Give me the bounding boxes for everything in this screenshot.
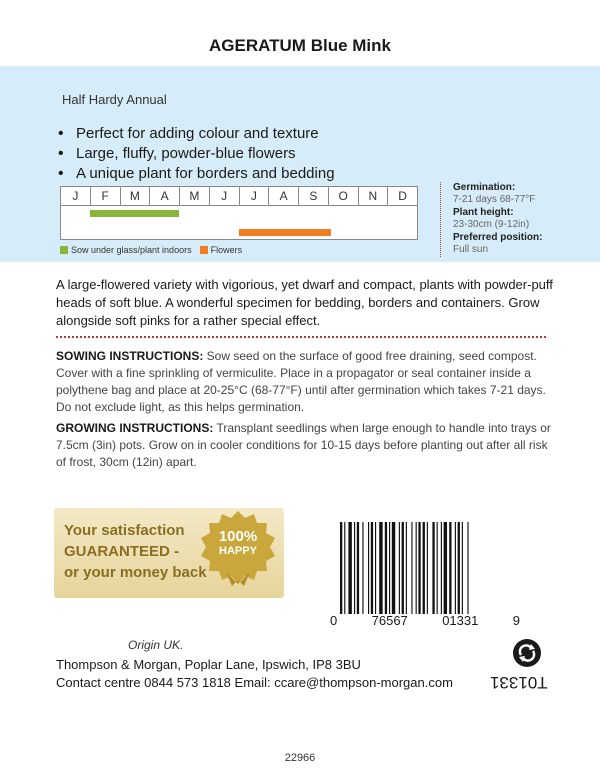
sow-swatch-icon: [60, 246, 68, 254]
barcode-bar: [340, 522, 342, 614]
barcode-bar: [402, 522, 404, 614]
legend-sow-label: Sow under glass/plant indoors: [71, 245, 192, 255]
calendar-months: [61, 187, 417, 206]
position-value: Full sun: [453, 244, 489, 255]
barcode-bar: [437, 522, 438, 614]
barcode-bar: [357, 522, 359, 614]
recycle-icon: [512, 638, 542, 668]
growing-text: Transplant seedlings when large enough to handle into trays or 7.5cm (3in) pots. Grow on in cooler conditions for 10-15 days before planting out after all risk of frost, 30cm (12in) apart.: [56, 421, 551, 469]
feature-item: • Large, fluffy, powder-blue flowers: [56, 144, 335, 164]
sowing-calendar: [60, 186, 418, 240]
barcode-digit-group: 76567: [371, 613, 408, 628]
barcode-bar: [467, 522, 468, 614]
barcode-bar: [385, 522, 387, 614]
seal-happy: HAPPY: [219, 545, 257, 557]
month-cell: M: [121, 187, 151, 205]
month-cell: M: [180, 187, 210, 205]
barcode-bar: [399, 522, 400, 614]
legend-flowers-label: Flowers: [210, 245, 243, 255]
germination-value: 7-21 days 68-77°F: [453, 194, 536, 205]
month-cell: D: [398, 189, 407, 203]
barcode-bar: [379, 522, 382, 614]
barcode-bar: [462, 522, 463, 614]
growing-instructions: [56, 420, 556, 471]
sowing-text: Sow seed on the surface of good free draining, seed compost. Cover with a fine sprinkling of vermiculite. Place in a propagator or seal container inside a polythene bag and place at 20-25°C (68-77°F) until after germination which takes 7-21 days. Do not exclude light, as this helps germination.: [56, 349, 546, 414]
barcode-bar: [348, 522, 351, 614]
plant-type: Half Hardy Annual: [62, 92, 167, 107]
sow-period-bar: [90, 210, 179, 217]
guarantee-line: or your money back: [64, 564, 207, 581]
contact-line: Contact centre 0844 573 1818 Email: ccare@thompson-morgan.com: [56, 675, 453, 690]
sowing-heading: SOWING INSTRUCTIONS:: [56, 349, 204, 363]
barcode-bar: [423, 522, 425, 614]
month-cell: S: [299, 187, 329, 205]
product-code: T01331: [490, 673, 548, 692]
seal-text: [212, 530, 264, 558]
month-cell: F: [91, 187, 121, 205]
sowing-instructions: [56, 348, 556, 416]
barcode-bar: [455, 522, 456, 614]
month-cell: A: [269, 187, 299, 205]
barcode-bar: [389, 522, 390, 614]
guarantee-line: Your satisfaction: [64, 522, 185, 539]
calendar-legend: [60, 245, 242, 255]
barcode-bar: [344, 522, 345, 614]
barcode-bar: [362, 522, 363, 614]
divider: [56, 336, 546, 338]
barcode-bar: [432, 522, 434, 614]
feature-item: • A unique plant for borders and bedding: [56, 164, 335, 184]
growing-heading: GROWING INSTRUCTIONS:: [56, 421, 214, 435]
product-description: A large-flowered variety with vigorious, yet dwarf and compact, plants with powder-puff heads of soft blue. A wonderful specimen for bedding, borders and containers. Grow alongside soft pinks for a rather special effect.: [56, 277, 553, 328]
barcode-digits: [330, 613, 520, 628]
barcode-bar: [375, 522, 376, 614]
seal-percent: 100%: [218, 528, 258, 545]
month-cell: J: [61, 187, 91, 205]
guarantee-line: GUARANTEED -: [64, 543, 179, 560]
height-label: Plant height:: [453, 207, 514, 218]
feature-list: [56, 124, 335, 184]
product-title: AGERATUM Blue Mink: [209, 36, 391, 55]
barcode-bar: [427, 522, 428, 614]
height-value: 23-30cm (9-12in): [453, 219, 530, 230]
feature-item: • Perfect for adding colour and texture: [56, 124, 335, 144]
barcode-bar: [411, 522, 412, 614]
month-cell: N: [359, 187, 389, 205]
barcode-bar: [416, 522, 417, 614]
address-line: Thompson & Morgan, Poplar Lane, Ipswich, IP8 3BU: [56, 657, 361, 672]
barcode-bar: [354, 522, 355, 614]
barcode-bar: [449, 522, 451, 614]
germination-label: Germination:: [453, 182, 516, 193]
flower-swatch-icon: [200, 246, 208, 254]
month-cell: J: [210, 187, 240, 205]
month-cell: J: [240, 187, 270, 205]
barcode-bar: [418, 522, 420, 614]
flowering-period-bar: [239, 229, 331, 236]
barcode-bar: [458, 522, 460, 614]
barcode-digit-group: 9: [512, 613, 520, 628]
print-number: 22966: [284, 752, 316, 764]
barcode-icon: [340, 522, 514, 614]
barcode-digit-group: 01331: [442, 613, 479, 628]
origin-text: Origin UK.: [128, 638, 184, 652]
barcode-bar: [368, 522, 369, 614]
barcode-bar: [406, 522, 407, 614]
legend-sow: [60, 245, 192, 255]
barcode-bar: [392, 522, 395, 614]
position-label: Preferred position:: [453, 232, 543, 243]
month-cell: O: [329, 187, 359, 205]
growing-info: [440, 182, 593, 257]
month-cell: A: [150, 187, 180, 205]
barcode-bar: [444, 522, 447, 614]
guarantee-text: [64, 520, 207, 583]
barcode-digit-group: 0: [330, 613, 338, 628]
barcode-bar: [441, 522, 442, 614]
legend-flowers: [200, 245, 243, 255]
company-address: [56, 656, 453, 692]
barcode-bar: [371, 522, 373, 614]
